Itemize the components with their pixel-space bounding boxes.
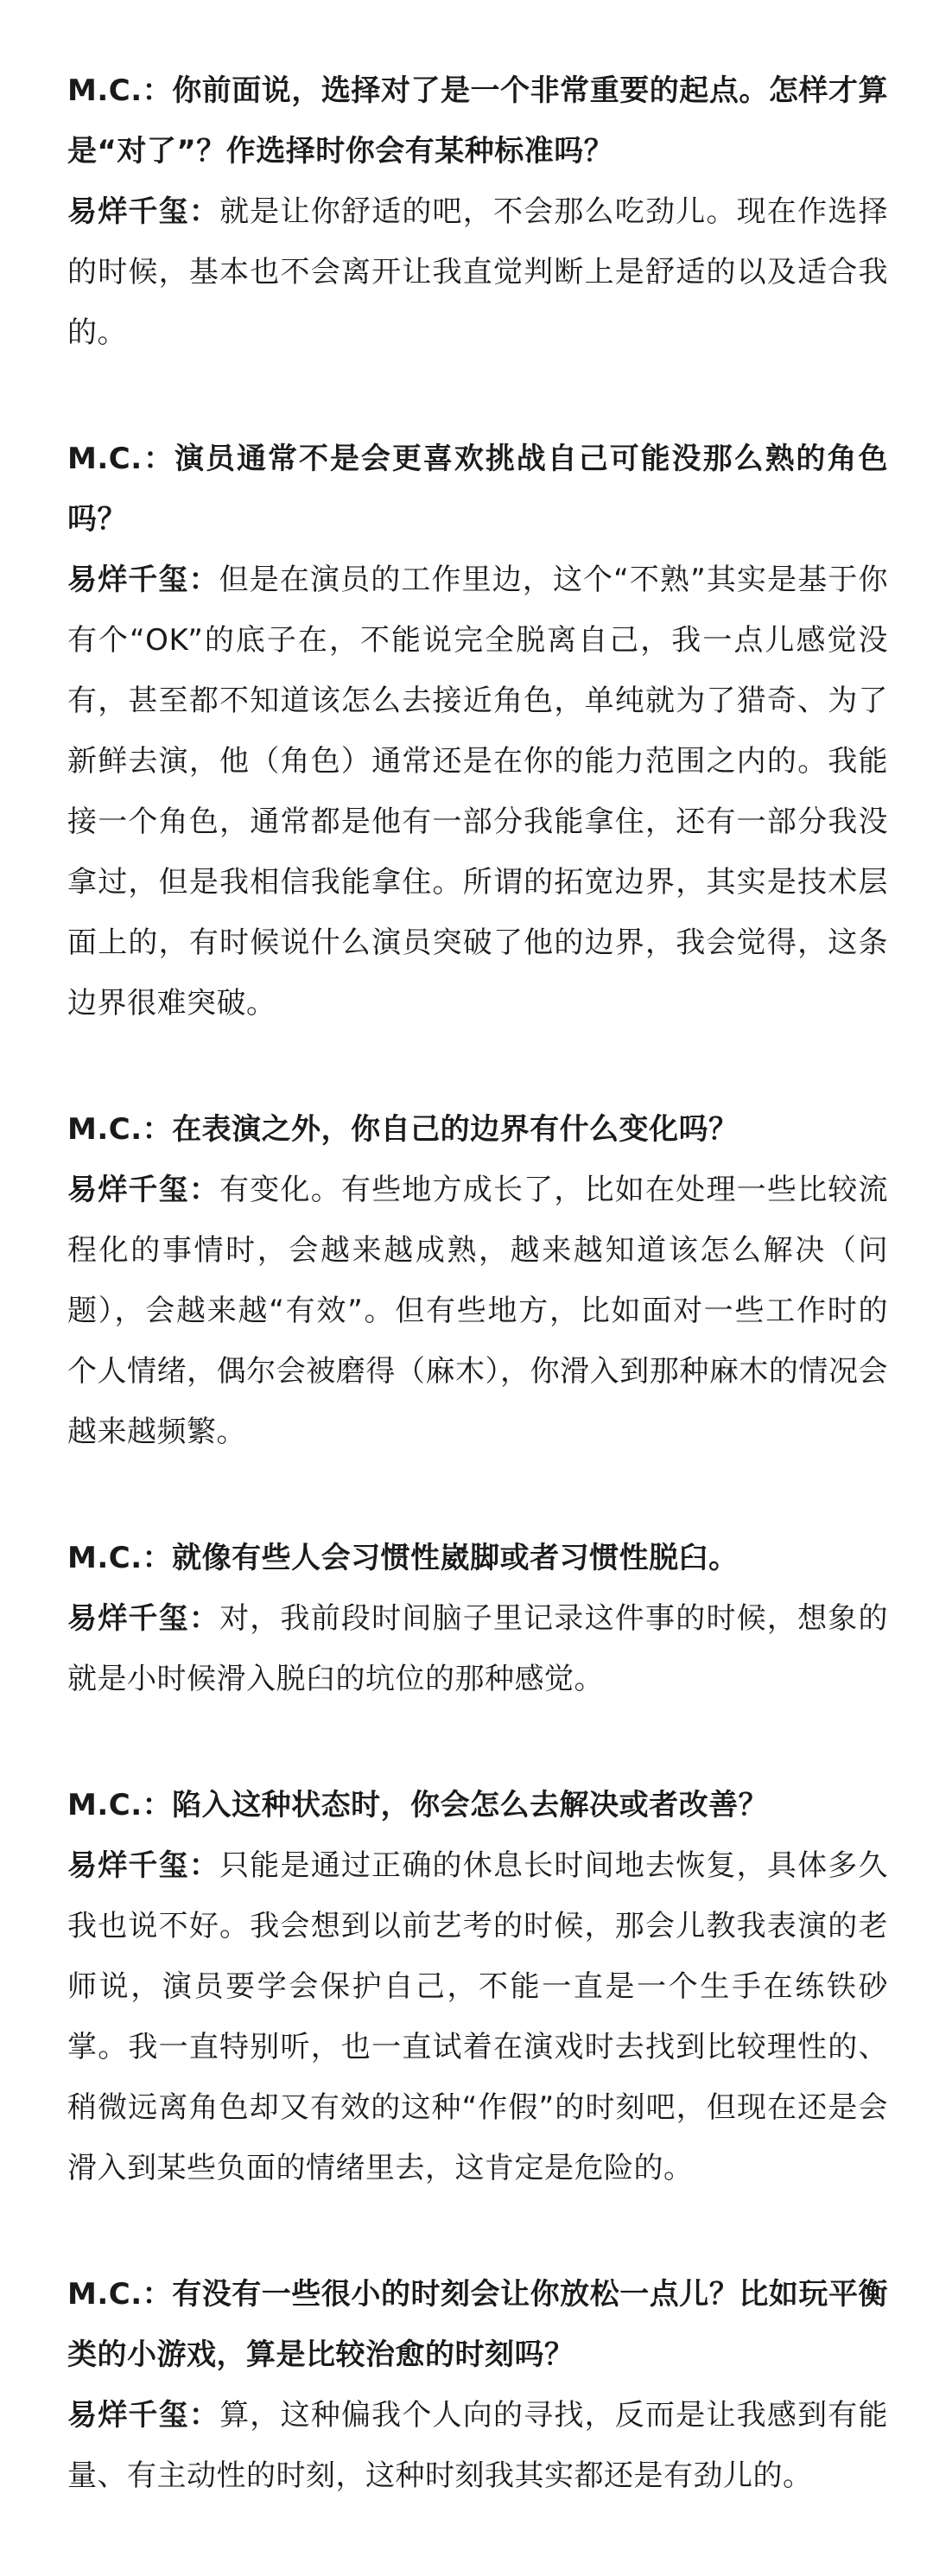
interviewee-label: 易烊千玺： — [67, 194, 220, 229]
answer — [67, 181, 888, 363]
answer-text: 有变化。有些地方成长了，比如在处理一些比较流程化的事情时，会越来越成熟，越来越知道该怎么解决（问题），会越来越“有效”。但有些地方，比如面对一些工作时的个人情绪，偶尔会被磨得（麻木），你滑入到那种麻木的情况会越来越频繁。 — [67, 1173, 889, 1449]
answer-text: 算，这种偏我个人向的寻找，反而是让我感到有能量、有主动性的时刻，这种时刻我其实都还是有劲儿的。 — [67, 2398, 889, 2493]
interviewer-label: M.C.： — [67, 73, 173, 108]
question — [67, 429, 888, 550]
interviewer-label: M.C.： — [67, 1112, 173, 1147]
answer — [67, 1835, 888, 2198]
qa-block — [67, 429, 888, 1034]
qa-block — [67, 1775, 888, 2198]
question-text: 就像有些人会习惯性崴脚或者习惯性脱臼。 — [172, 1541, 739, 1575]
interviewer-label: M.C.： — [67, 1541, 173, 1575]
interviewer-label: M.C.： — [67, 442, 175, 476]
interviewee-label: 易烊千玺： — [67, 563, 219, 597]
question-text: 演员通常不是会更喜欢挑战自己可能没那么熟的角色吗？ — [67, 442, 889, 537]
interviewer-label: M.C.： — [67, 2277, 173, 2312]
qa-block — [67, 1528, 888, 1709]
interviewer-label: M.C.： — [67, 1788, 173, 1822]
answer-text: 就是让你舒适的吧，不会那么吃劲儿。现在作选择的时候，基本也不会离开让我直觉判断上是舒适的以及适合我的。 — [67, 194, 889, 350]
interviewee-label: 易烊千玺： — [67, 1173, 220, 1207]
answer-text: 但是在演员的工作里边，这个“不熟”其实是基于你有个“OK”的底子在，不能说完全脱离自己，我一点儿感觉没有，甚至都不知道该怎么去接近角色，单纯就为了猎奇、为了新鲜去演，他（角色）通常还是在你的能力范围之内的。我能接一个角色，通常都是他有一部分我能拿住，还有一部分我没拿过，但是我相信我能拿住。所谓的拓宽边界，其实是技术层面上的，有时候说什么演员突破了他的边界，我会觉得，这条边界很难突破。 — [67, 563, 888, 1021]
answer-text: 对，我前段时间脑子里记录这件事的时候，想象的就是小时候滑入脱臼的坑位的那种感觉。 — [67, 1601, 889, 1696]
question — [67, 1775, 888, 1835]
answer — [67, 2385, 888, 2506]
interviewee-label: 易烊千玺： — [67, 2398, 220, 2433]
qa-block — [67, 2264, 888, 2506]
question — [67, 1528, 888, 1588]
interviewee-label: 易烊千玺： — [67, 1848, 220, 1883]
question — [67, 60, 888, 181]
question-text: 陷入这种状态时，你会怎么去解决或者改善？ — [172, 1788, 769, 1822]
answer — [67, 1160, 888, 1462]
interviewee-label: 易烊千玺： — [67, 1601, 220, 1636]
question-text: 你前面说，选择对了是一个非常重要的起点。怎样才算是“对了”？作选择时你会有某种标准吗？ — [67, 73, 889, 169]
question-text: 有没有一些很小的时刻会让你放松一点儿？比如玩平衡类的小游戏，算是比较治愈的时刻吗？ — [67, 2277, 889, 2372]
question — [67, 1099, 888, 1160]
question-text: 在表演之外，你自己的边界有什么变化吗？ — [172, 1112, 739, 1147]
qa-block — [67, 60, 888, 363]
answer — [67, 1588, 888, 1709]
answer-text: 只能是通过正确的休息长时间地去恢复，具体多久我也说不好。我会想到以前艺考的时候，那会儿教我表演的老师说，演员要学会保护自己，不能一直是一个生手在练铁砂掌。我一直特别听，也一直试着在演戏时去找到比较理性的、稍微远离角色却又有效的这种“作假”的时刻吧，但现在还是会滑入到某些负面的情绪里去，这肯定是危险的。 — [67, 1848, 889, 2185]
qa-block — [67, 1099, 888, 1462]
question — [67, 2264, 888, 2385]
answer — [67, 550, 888, 1034]
